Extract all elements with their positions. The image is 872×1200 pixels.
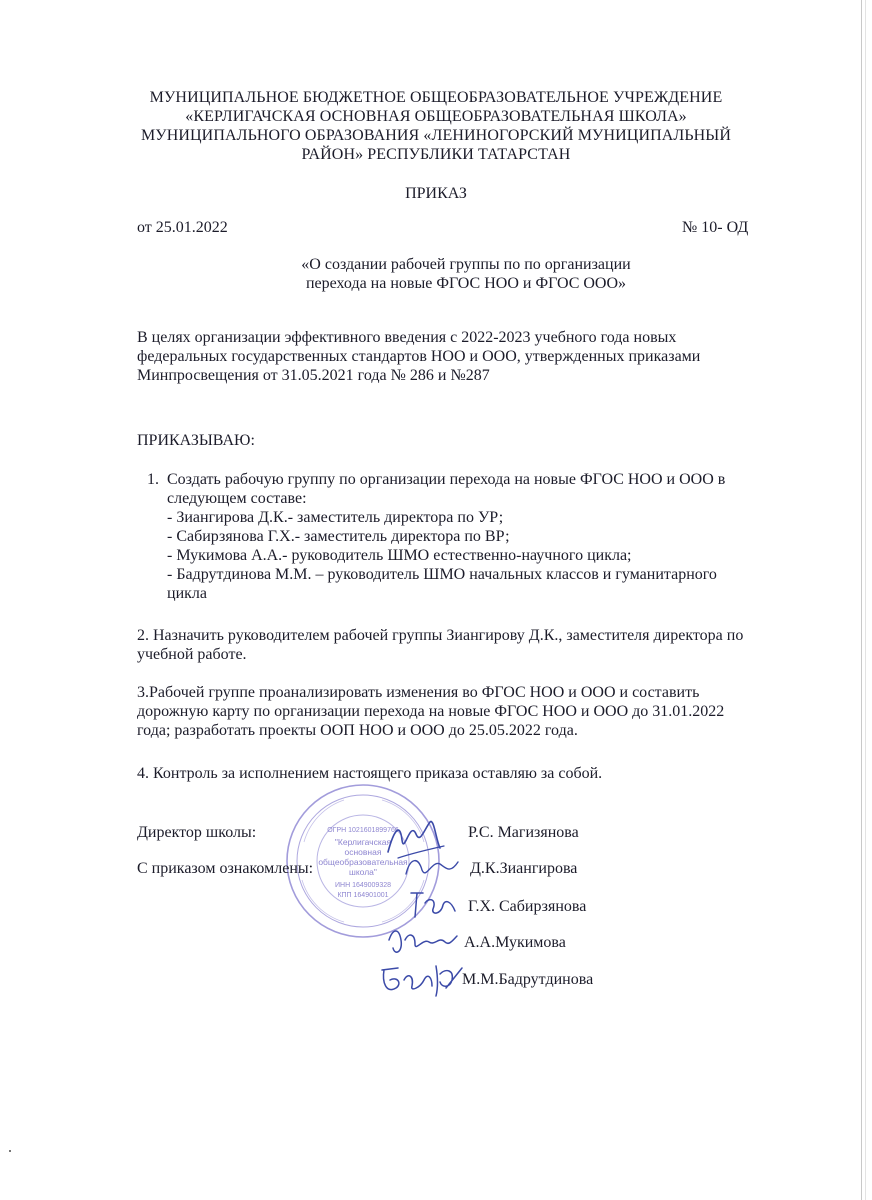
item-line: учебной работе. bbox=[137, 646, 247, 663]
item-line: 3.Рабочей группе проанализировать изменения во ФГОС НОО и ООО и составить bbox=[137, 684, 700, 701]
signature-mukimova bbox=[385, 922, 461, 960]
signatory-name: М.М.Бадрутдинова bbox=[462, 971, 594, 988]
signatory-name: А.А.Мукимова bbox=[464, 934, 566, 951]
stamp-text: общеобразовательная bbox=[318, 857, 408, 867]
header-line: РАЙОН» РЕСПУБЛИКИ ТАТАРСТАН bbox=[301, 146, 571, 163]
scan-edge-line bbox=[861, 0, 862, 1200]
order-word: ПРИКАЗЫВАЮ: bbox=[137, 432, 255, 449]
header-line: МУНИЦИПАЛЬНОЕ БЮДЖЕТНОЕ ОБЩЕОБРАЗОВАТЕЛЬНОЕ УЧРЕЖДЕНИЕ bbox=[149, 89, 723, 106]
director-name: Р.С. Магизянова bbox=[468, 824, 579, 841]
order-item-3 bbox=[137, 683, 787, 740]
header-line: «КЕРЛИГАЧСКАЯ ОСНОВНАЯ ОБЩЕОБРАЗОВАТЕЛЬНАЯ ШКОЛА» bbox=[185, 108, 687, 125]
signature-zianigrova bbox=[400, 850, 462, 884]
director-label: Директор школы: bbox=[137, 824, 257, 841]
stamp-text: ОГРН 1021601899766 bbox=[327, 827, 399, 834]
scan-speck bbox=[9, 1150, 11, 1152]
preamble-line: В целях организации эффективного введения с 2022-2023 учебного года новых bbox=[137, 329, 677, 346]
item-line: 2. Назначить руководителем рабочей группы Зиангирову Д.К., заместителя директора по bbox=[137, 627, 744, 644]
item-line: года; разработать проекты ООП НОО и ООО до 25.05.2022 года. bbox=[137, 722, 578, 739]
item-line: - Зиангирова Д.К.- заместитель директора по УР; bbox=[167, 509, 504, 526]
order-date: от 25.01.2022 bbox=[137, 219, 228, 236]
preamble-line: Минпросвещения от 31.05.2021 года № 286 и №287 bbox=[137, 367, 490, 384]
scan-edge-line bbox=[865, 0, 866, 1200]
signature-sabirzyanova bbox=[405, 885, 463, 925]
order-heading: ПРИКАЗ bbox=[405, 185, 467, 202]
stamp-text: ИНН 1649009328 bbox=[334, 882, 392, 889]
acquainted-label: С приказом ознакомлены: bbox=[137, 860, 314, 877]
item-line: - Сабирзянова Г.Х.- заместитель директора по ВР; bbox=[167, 528, 510, 545]
item-number: 1. bbox=[147, 471, 159, 488]
signatory-name: Д.К.Зиангирова bbox=[470, 860, 578, 877]
item-line: следующем составе: bbox=[167, 490, 307, 507]
stamp-text: КПП 164901001 bbox=[337, 892, 389, 899]
subject-line: «О создании рабочей группы по по организации bbox=[301, 256, 631, 273]
item-line: - Мукимова А.А.- руководитель ШМО естественно-научного цикла; bbox=[167, 547, 632, 564]
order-item-4: 4. Контроль за исполнением настоящего приказа оставляю за собой. bbox=[137, 765, 603, 782]
preamble bbox=[137, 328, 787, 385]
item-line: - Бадрутдинова М.М. – руководитель ШМО начальных классов и гуманитарного bbox=[167, 566, 717, 583]
subject-line: перехода на новые ФГОС НОО и ФГОС ООО» bbox=[305, 275, 627, 292]
signature-badrutdinova bbox=[376, 958, 466, 1002]
stamp-text: школа" bbox=[349, 867, 377, 877]
stamp-text: основная bbox=[344, 847, 382, 857]
header-line: МУНИЦИПАЛЬНОГО ОБРАЗОВАНИЯ «ЛЕНИНОГОРСКИЙ МУНИЦИПАЛЬНЫЙ bbox=[140, 127, 732, 144]
item-line: Создать рабочую группу по организации перехода на новые ФГОС НОО и ООО в bbox=[167, 471, 726, 488]
institution-header bbox=[0, 88, 872, 164]
order-number: № 10- ОД bbox=[682, 219, 749, 236]
item-line: цикла bbox=[167, 585, 207, 602]
order-item-2 bbox=[137, 626, 787, 664]
signatory-name: Г.Х. Сабирзянова bbox=[468, 898, 587, 915]
preamble-line: федеральных государственных стандартов НОО и ООО, утвержденных приказами bbox=[137, 348, 701, 365]
stamp-text: "Керлигачская bbox=[334, 837, 392, 847]
order-subject bbox=[130, 255, 802, 293]
item-line: дорожную карту по организации перехода на новые ФГОС НОО и ООО до 31.01.2022 bbox=[137, 703, 725, 720]
